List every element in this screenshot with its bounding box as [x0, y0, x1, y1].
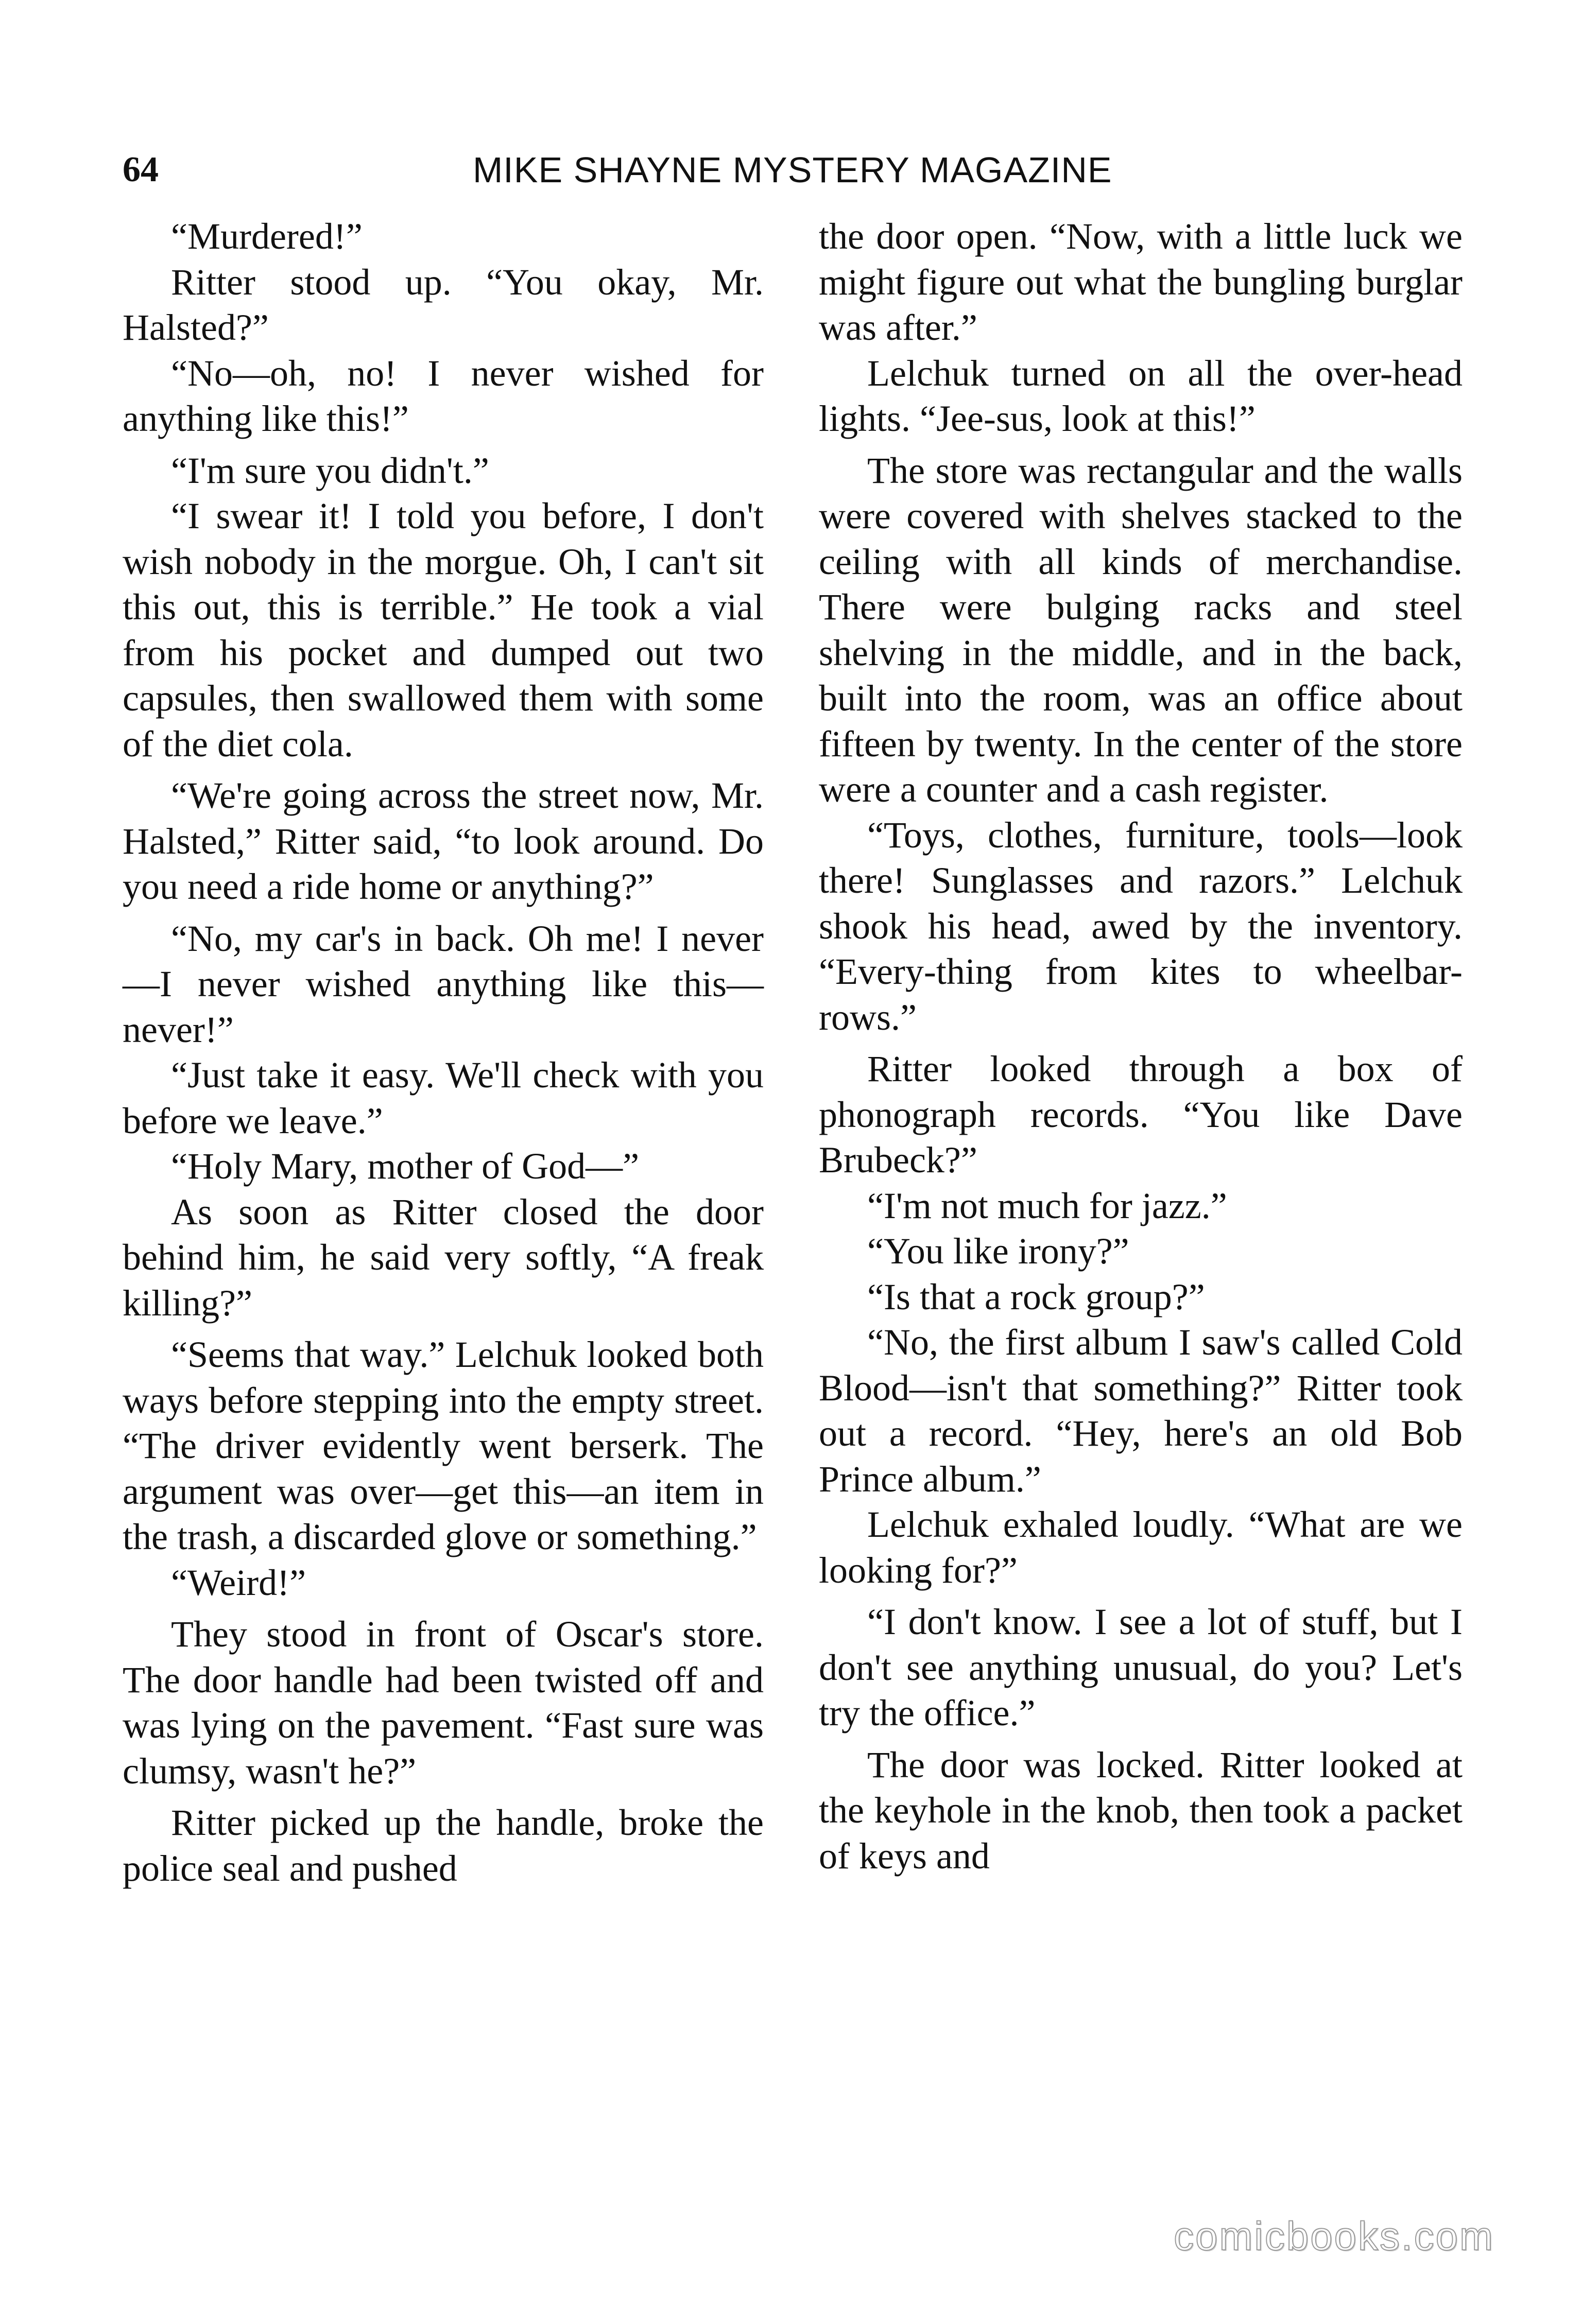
- page-number: 64: [123, 150, 159, 189]
- paragraph: “Murdered!”: [171, 216, 363, 257]
- running-head: MIKE SHAYNE MYSTERY MAGAZINE: [473, 150, 1112, 190]
- paragraph: Ritter picked up the handle, broke the police seal and pushed: [123, 1802, 764, 1889]
- paragraph: “Just take it easy. We'll check with you before we leave.”: [123, 1054, 764, 1141]
- paragraph: “No, the first album I saw's called Cold Blood—isn't that something?” Ritter took out a record. “Hey, here's an old Bob Prince album.”: [819, 1322, 1463, 1500]
- paragraph: “Weird!”: [171, 1562, 306, 1603]
- paragraph: Ritter stood up. “You okay, Mr. Halsted?”: [123, 261, 764, 348]
- paragraph: “Holy Mary, mother of God—”: [171, 1146, 640, 1187]
- paragraph: “I swear it! I told you before, I don't wish nobody in the morgue. Oh, I can't sit this out, this is terrible.” He took a vial from his pocket and dumped out two capsules, then swallowed them with some of the diet cola.: [123, 495, 764, 765]
- paragraph: “No, my car's in back. Oh me! I never—I never wished anything like this—never!”: [123, 917, 764, 1050]
- paragraph: They stood in front of Oscar's store. The door handle had been twisted off and was lying on the pavement. “Fast sure was clumsy, wasn't he?”: [123, 1614, 764, 1792]
- left-column: [123, 214, 764, 1891]
- paragraph: “Toys, clothes, furniture, tools—look there! Sunglasses and razors.” Lelchuk shook his head, awed by the inventory. “Every-thing from kites to wheelbar-rows.”: [819, 814, 1463, 1038]
- paragraph: As soon as Ritter closed the door behind him, he said very softly, “A freak killing?”: [123, 1191, 764, 1324]
- paragraph: Lelchuk exhaled loudly. “What are we looking for?”: [819, 1504, 1463, 1591]
- page-header: [123, 149, 1489, 206]
- paragraph: “No—oh, no! I never wished for anything like this!”: [123, 352, 764, 439]
- paragraph: “Is that a rock group?”: [867, 1276, 1205, 1317]
- paragraph: “I'm not much for jazz.”: [867, 1185, 1227, 1226]
- paragraph: “I'm sure you didn't.”: [171, 449, 489, 491]
- right-column: [819, 214, 1463, 1879]
- paragraph: Ritter looked through a box of phonograph records. “You like Dave Brubeck?”: [819, 1048, 1463, 1181]
- paragraph: “I don't know. I see a lot of stuff, but I don't see anything unusual, do you? Let's try the office.”: [819, 1601, 1463, 1733]
- paragraph: The store was rectangular and the walls were covered with shelves stacked to the ceiling with all kinds of merchandise. There were bulging racks and steel shelving in the middle, and in the back, built into the room, was an office about fifteen by twenty. In the center of the store were a counter and a cash register.: [819, 449, 1463, 810]
- paragraph: “Seems that way.” Lelchuk looked both ways before stepping into the empty street. “The driver evidently went berserk. The argument was over—get this—an item in the trash, a discarded glove or something.”: [123, 1334, 764, 1557]
- paragraph: Lelchuk turned on all the over-head lights. “Jee-sus, look at this!”: [819, 352, 1463, 439]
- paragraph: The door was locked. Ritter looked at the keyhole in the knob, then took a packet of keys and: [819, 1744, 1463, 1877]
- watermark: comicbooks.com: [1174, 2213, 1494, 2259]
- paragraph: the door open. “Now, with a little luck we might figure out what the bungling burglar was after.”: [819, 216, 1463, 348]
- paragraph: “We're going across the street now, Mr. Halsted,” Ritter said, “to look around. Do you need a ride home or anything?”: [123, 775, 764, 907]
- paragraph: “You like irony?”: [867, 1230, 1129, 1272]
